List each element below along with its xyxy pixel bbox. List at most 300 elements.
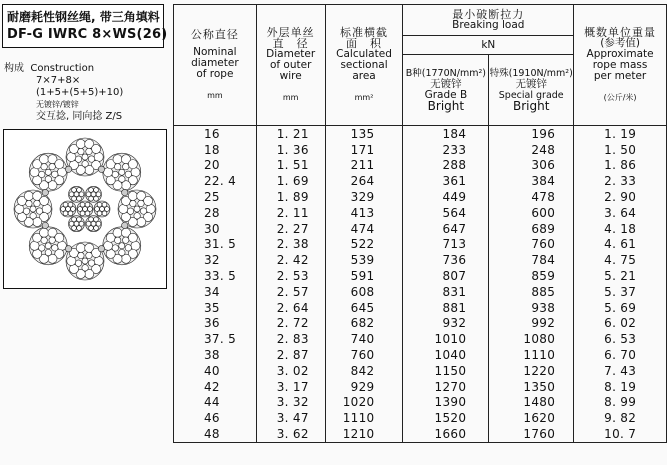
table-row	[174, 316, 667, 332]
cell-grade-b: 713	[403, 237, 489, 253]
rope-wire	[72, 217, 77, 222]
table-row	[174, 221, 667, 237]
rope-wire	[105, 207, 110, 212]
cell-outer-wire: 3. 17	[256, 379, 325, 395]
rope-wire	[146, 204, 155, 213]
cell-special: 478	[489, 189, 574, 205]
cell-grade-b: 184	[403, 126, 489, 142]
header-grade-b-en: Bright	[427, 99, 465, 113]
table-row	[174, 237, 667, 253]
rope-wire	[69, 192, 74, 197]
cell-outer-wire: 2. 42	[256, 252, 325, 268]
rope-wire	[52, 171, 58, 177]
cell-diameter: 18	[174, 142, 257, 158]
cell-area: 171	[325, 142, 403, 158]
rope-filler	[122, 189, 128, 195]
cell-special: 384	[489, 173, 574, 189]
table-row	[174, 379, 667, 395]
cell-area: 522	[325, 237, 403, 253]
rope-wire	[114, 237, 120, 243]
cell-special: 1760	[489, 426, 574, 442]
header-grade-b-en: Grade B	[424, 89, 468, 101]
header-area-en: area	[352, 70, 376, 82]
rope-filler	[42, 222, 48, 228]
rope-wire	[69, 221, 74, 226]
rope-wire	[85, 211, 90, 216]
cell-mass: 8. 19	[574, 379, 667, 395]
table-row	[174, 426, 667, 442]
rope-wire	[86, 252, 92, 258]
cell-diameter: 44	[174, 395, 257, 411]
rope-wire	[82, 154, 88, 160]
cell-outer-wire: 3. 02	[256, 363, 325, 379]
rope-wire	[23, 208, 29, 214]
cell-grade-b: 564	[403, 205, 489, 221]
table-row	[174, 300, 667, 316]
rope-wire	[78, 207, 83, 212]
rope-wire	[24, 191, 33, 200]
cell-grade-b: 647	[403, 221, 489, 237]
header-area-cn: 标准横截	[340, 26, 389, 39]
rope-wire	[113, 155, 122, 164]
rope-wire	[122, 163, 128, 169]
header-special-en: Special grade	[498, 90, 564, 101]
rope-wire	[83, 207, 88, 212]
cell-special: 1220	[489, 363, 574, 379]
cell-mass: 4. 18	[574, 221, 667, 237]
table-row	[174, 395, 667, 411]
cell-area: 413	[325, 205, 403, 221]
rope-wire	[92, 144, 101, 153]
header-special-cn: 特殊(1910N/mm²)	[489, 68, 573, 79]
header-breaking-en: Breaking load	[452, 19, 525, 31]
rope-wire	[144, 196, 153, 205]
rope-wire	[102, 211, 107, 216]
cell-diameter: 40	[174, 363, 257, 379]
cell-mass: 6. 02	[574, 316, 667, 332]
cell-special: 760	[489, 237, 574, 253]
header-outer-wire-cn: 直 径	[272, 37, 309, 50]
header-area-cn: 面 积	[346, 37, 383, 50]
construction-label-en: Construction	[30, 63, 95, 74]
cell-special: 248	[489, 142, 574, 158]
cell-outer-wire: 2. 87	[256, 347, 325, 363]
rope-wire	[119, 169, 125, 175]
rope-wire	[95, 207, 100, 212]
rope-wire	[134, 206, 140, 212]
cell-grade-b: 1150	[403, 363, 489, 379]
cell-mass: 5. 21	[574, 268, 667, 284]
rope-wire	[61, 207, 66, 212]
cell-grade-b: 449	[403, 189, 489, 205]
rope-wire	[119, 176, 125, 182]
rope-wire	[75, 260, 81, 266]
cell-outer-wire: 1. 69	[256, 173, 325, 189]
rope-wire	[41, 237, 47, 243]
cell-area: 760	[325, 347, 403, 363]
cell-mass: 8. 99	[574, 395, 667, 411]
cell-mass: 4. 75	[574, 252, 667, 268]
cell-diameter: 37. 5	[174, 331, 257, 347]
cell-grade-b: 233	[403, 142, 489, 158]
rope-wire	[138, 200, 144, 206]
rope-wire	[85, 202, 90, 207]
cell-outer-wire: 3. 47	[256, 410, 325, 426]
product-title-box	[2, 4, 168, 48]
cell-diameter: 28	[174, 205, 257, 221]
cell-diameter: 32	[174, 252, 257, 268]
header-special	[489, 55, 574, 126]
cell-area: 1210	[325, 426, 403, 442]
rope-wire	[77, 217, 82, 222]
rope-filler	[65, 166, 71, 172]
rope-wire	[102, 202, 107, 207]
table-row	[174, 252, 667, 268]
rope-wire	[125, 245, 131, 251]
rope-wire	[140, 208, 146, 214]
cell-area: 591	[325, 268, 403, 284]
rope-wire	[94, 188, 99, 193]
rope-wire	[122, 237, 128, 243]
cell-area: 329	[325, 189, 403, 205]
cell-mass: 2. 33	[574, 173, 667, 189]
cell-mass: 3. 64	[574, 205, 667, 221]
header-grade-b-cn: B种(1770N/mm²)	[405, 68, 486, 79]
rope-wire	[80, 211, 85, 216]
rope-wire	[79, 221, 84, 226]
cell-grade-b: 736	[403, 252, 489, 268]
cell-grade-b: 831	[403, 284, 489, 300]
rope-filler	[42, 189, 48, 195]
rope-wire	[45, 169, 51, 175]
cell-mass: 1. 86	[574, 158, 667, 174]
header-mass-en: Approximate	[586, 48, 654, 60]
rope-wire	[78, 148, 84, 154]
rope-wire	[119, 204, 128, 213]
rope-wire	[82, 258, 88, 264]
cell-area: 682	[325, 316, 403, 332]
header-outer-wire-unit: mm	[282, 93, 299, 102]
cell-outer-wire: 2. 53	[256, 268, 325, 284]
rope-wire	[63, 211, 68, 216]
rope-wire	[63, 202, 68, 207]
cell-diameter: 34	[174, 284, 257, 300]
cell-diameter: 22. 4	[174, 173, 257, 189]
cell-special: 1480	[489, 395, 574, 411]
rope-wire	[128, 160, 137, 169]
cell-diameter: 46	[174, 410, 257, 426]
rope-wire	[45, 249, 51, 255]
cell-mass: 7. 43	[574, 363, 667, 379]
table-row	[174, 173, 667, 189]
rope-wire	[119, 249, 125, 255]
table-row	[174, 126, 667, 142]
rope-wire	[94, 217, 99, 222]
cell-area: 264	[325, 173, 403, 189]
cell-outer-wire: 2. 83	[256, 331, 325, 347]
rope-wire	[76, 139, 85, 148]
rope-wire	[26, 200, 32, 206]
construction-line: (1+5+(5+5)+10)	[36, 87, 124, 98]
cell-special: 885	[489, 284, 574, 300]
cell-grade-b: 1390	[403, 395, 489, 411]
cell-diameter: 16	[174, 126, 257, 142]
rope-wire	[86, 192, 91, 197]
cell-diameter: 33. 5	[174, 268, 257, 284]
table-row	[174, 158, 667, 174]
rope-wire	[131, 168, 140, 177]
cell-grade-b: 1660	[403, 426, 489, 442]
rope-wire	[82, 161, 88, 167]
header-mass-cn: (参考值)	[600, 37, 640, 49]
header-area	[325, 5, 403, 126]
rope-wire	[41, 164, 47, 170]
cell-grade-b: 1010	[403, 331, 489, 347]
header-outer-wire-cn: 外层单丝	[266, 26, 315, 39]
cell-mass: 9. 82	[574, 410, 667, 426]
rope-wire	[96, 192, 101, 197]
header-outer-wire	[256, 5, 325, 126]
spec-table	[173, 4, 667, 443]
header-mass-unit: (公斤/米)	[603, 93, 637, 102]
header-mass-en: per meter	[593, 70, 647, 82]
rope-wire	[39, 228, 48, 237]
cell-grade-b: 932	[403, 316, 489, 332]
cell-diameter: 42	[174, 379, 257, 395]
rope-wire	[72, 226, 77, 231]
cell-mass: 5. 37	[574, 284, 667, 300]
header-outer-wire-en: of outer	[269, 59, 312, 71]
table-row	[174, 189, 667, 205]
rope-wire	[66, 207, 71, 212]
rope-wire	[77, 196, 82, 201]
rope-wire	[128, 233, 137, 242]
table-row	[174, 284, 667, 300]
table-row	[174, 410, 667, 426]
cell-special: 196	[489, 126, 574, 142]
header-breaking-cn: 最小破断拉力	[452, 8, 525, 21]
product-title-cn: 耐磨耗性钢丝绳, 带三角填料	[7, 10, 160, 24]
cell-special: 938	[489, 300, 574, 316]
cell-outer-wire: 2. 57	[256, 284, 325, 300]
rope-wire	[39, 155, 48, 164]
rope-wire	[71, 207, 76, 212]
cell-area: 929	[325, 379, 403, 395]
cell-area: 1110	[325, 410, 403, 426]
table-row	[174, 205, 667, 221]
header-diameter-en: diameter	[191, 57, 239, 69]
header-outer-wire-en: wire	[279, 70, 302, 82]
rope-wire	[112, 245, 118, 251]
cell-outer-wire: 2. 72	[256, 316, 325, 332]
header-diameter-en: of rope	[196, 68, 234, 80]
rope-wire	[34, 200, 40, 206]
cell-mass: 6. 70	[574, 347, 667, 363]
header-diameter-en: Nominal	[193, 46, 237, 58]
cell-special: 1620	[489, 410, 574, 426]
header-grade-b	[403, 55, 489, 126]
cell-grade-b: 288	[403, 158, 489, 174]
cell-special: 1080	[489, 331, 574, 347]
rope-wire	[67, 152, 76, 161]
construction-block	[4, 63, 123, 123]
header-breaking-load	[403, 5, 574, 36]
rope-wire	[68, 202, 73, 207]
cell-diameter: 31. 5	[174, 237, 257, 253]
cell-grade-b: 1270	[403, 379, 489, 395]
cell-special: 1110	[489, 347, 574, 363]
cell-special: 689	[489, 221, 574, 237]
cell-area: 211	[325, 158, 403, 174]
left-panel	[0, 0, 170, 465]
cell-special: 306	[489, 158, 574, 174]
cell-diameter: 36	[174, 316, 257, 332]
construction-line: 7×7+8×	[36, 75, 81, 86]
rope-wire	[100, 207, 105, 212]
cell-outer-wire: 2. 11	[256, 205, 325, 221]
rope-wire	[67, 256, 76, 265]
rope-wire	[76, 243, 85, 252]
cell-mass: 1. 50	[574, 142, 667, 158]
rope-wire	[55, 160, 64, 169]
header-diameter-cn: 公称直径	[190, 28, 239, 41]
cell-mass: 4. 61	[574, 237, 667, 253]
cell-area: 842	[325, 363, 403, 379]
spec-table-body	[174, 126, 667, 443]
cell-outer-wire: 1. 36	[256, 142, 325, 158]
rope-wire	[86, 221, 91, 226]
rope-wire	[89, 226, 94, 231]
header-diameter	[174, 5, 257, 126]
cell-outer-wire: 3. 62	[256, 426, 325, 442]
rope-wire	[75, 156, 81, 162]
rope-wire	[39, 171, 45, 177]
rope-wire	[89, 196, 94, 201]
cell-area: 645	[325, 300, 403, 316]
rope-wire	[15, 204, 24, 213]
rope-wire	[91, 221, 96, 226]
rope-wire	[97, 211, 102, 216]
rope-wire	[79, 192, 84, 197]
rope-wire	[49, 237, 55, 243]
rope-wire	[49, 163, 55, 169]
header-area-en: Calculated	[336, 48, 392, 60]
rope-wire	[72, 188, 77, 193]
rope-wire	[30, 168, 39, 177]
cell-mass: 1. 19	[574, 126, 667, 142]
header-area-en: sectional	[340, 59, 388, 71]
table-row	[174, 363, 667, 379]
rope-wire	[77, 226, 82, 231]
rope-wire	[45, 243, 51, 249]
table-row	[174, 331, 667, 347]
rope-wire	[91, 192, 96, 197]
cell-mass: 10. 7	[574, 426, 667, 442]
cell-diameter: 38	[174, 347, 257, 363]
table-row	[174, 268, 667, 284]
rope-wire	[94, 196, 99, 201]
rope-wire	[52, 245, 58, 251]
rope-wire	[89, 217, 94, 222]
rope-wire	[97, 202, 102, 207]
rope-wire	[94, 226, 99, 231]
rope-wire	[78, 252, 84, 258]
cell-diameter: 25	[174, 189, 257, 205]
rope-filler	[122, 222, 128, 228]
rope-wire	[131, 241, 140, 250]
rope-wire	[113, 228, 122, 237]
rope-filler	[98, 166, 104, 172]
cell-area: 474	[325, 221, 403, 237]
cell-area: 1020	[325, 395, 403, 411]
table-row	[174, 142, 667, 158]
cell-outer-wire: 1. 89	[256, 189, 325, 205]
rope-wire	[88, 260, 94, 266]
cell-outer-wire: 3. 32	[256, 395, 325, 411]
rope-wire	[94, 256, 103, 265]
rope-wire	[94, 152, 103, 161]
cell-outer-wire: 1. 21	[256, 126, 325, 142]
cell-mass: 5. 69	[574, 300, 667, 316]
construction-label-cn: 构成	[4, 63, 24, 74]
rope-wire	[30, 241, 39, 250]
cell-special: 1350	[489, 379, 574, 395]
rope-wire	[42, 204, 51, 213]
header-outer-wire-en: Diameter	[266, 48, 316, 60]
rope-wire	[74, 192, 79, 197]
cell-grade-b: 361	[403, 173, 489, 189]
rope-cross-section-frame	[3, 129, 167, 289]
cell-grade-b: 1520	[403, 410, 489, 426]
rope-wire	[112, 171, 118, 177]
cell-diameter: 48	[174, 426, 257, 442]
cell-outer-wire: 2. 27	[256, 221, 325, 237]
cell-grade-b: 1040	[403, 347, 489, 363]
rope-filler	[65, 246, 71, 252]
rope-wire	[88, 156, 94, 162]
rope-wire	[30, 213, 36, 219]
construction-line: 无镀锌/镀锌	[36, 100, 79, 109]
cell-mass: 6. 53	[574, 331, 667, 347]
cell-area: 608	[325, 284, 403, 300]
rope-wire	[86, 148, 92, 154]
rope-wire	[88, 207, 93, 212]
rope-wire	[119, 243, 125, 249]
rope-wire	[45, 176, 51, 182]
cell-special: 859	[489, 268, 574, 284]
cell-diameter: 20	[174, 158, 257, 174]
rope-wire	[39, 245, 45, 251]
rope-wire	[30, 206, 36, 212]
cell-area: 740	[325, 331, 403, 347]
rope-wire	[128, 191, 137, 200]
header-special-cn: 无镀锌	[515, 78, 547, 90]
rope-cross-section-diagram	[4, 130, 166, 288]
cell-diameter: 30	[174, 221, 257, 237]
cell-outer-wire: 2. 38	[256, 237, 325, 253]
rope-filler	[98, 246, 104, 252]
header-mass-cn: 概数单位重量	[584, 26, 657, 39]
header-kn-unit: kN	[403, 36, 574, 55]
rope-wire	[72, 196, 77, 201]
header-diameter-unit: mm	[207, 91, 223, 100]
rope-wire	[74, 221, 79, 226]
cell-grade-b: 807	[403, 268, 489, 284]
cell-area: 539	[325, 252, 403, 268]
rope-wire	[36, 208, 42, 214]
rope-wire	[125, 171, 131, 177]
header-mass-en: rope mass	[592, 59, 648, 71]
